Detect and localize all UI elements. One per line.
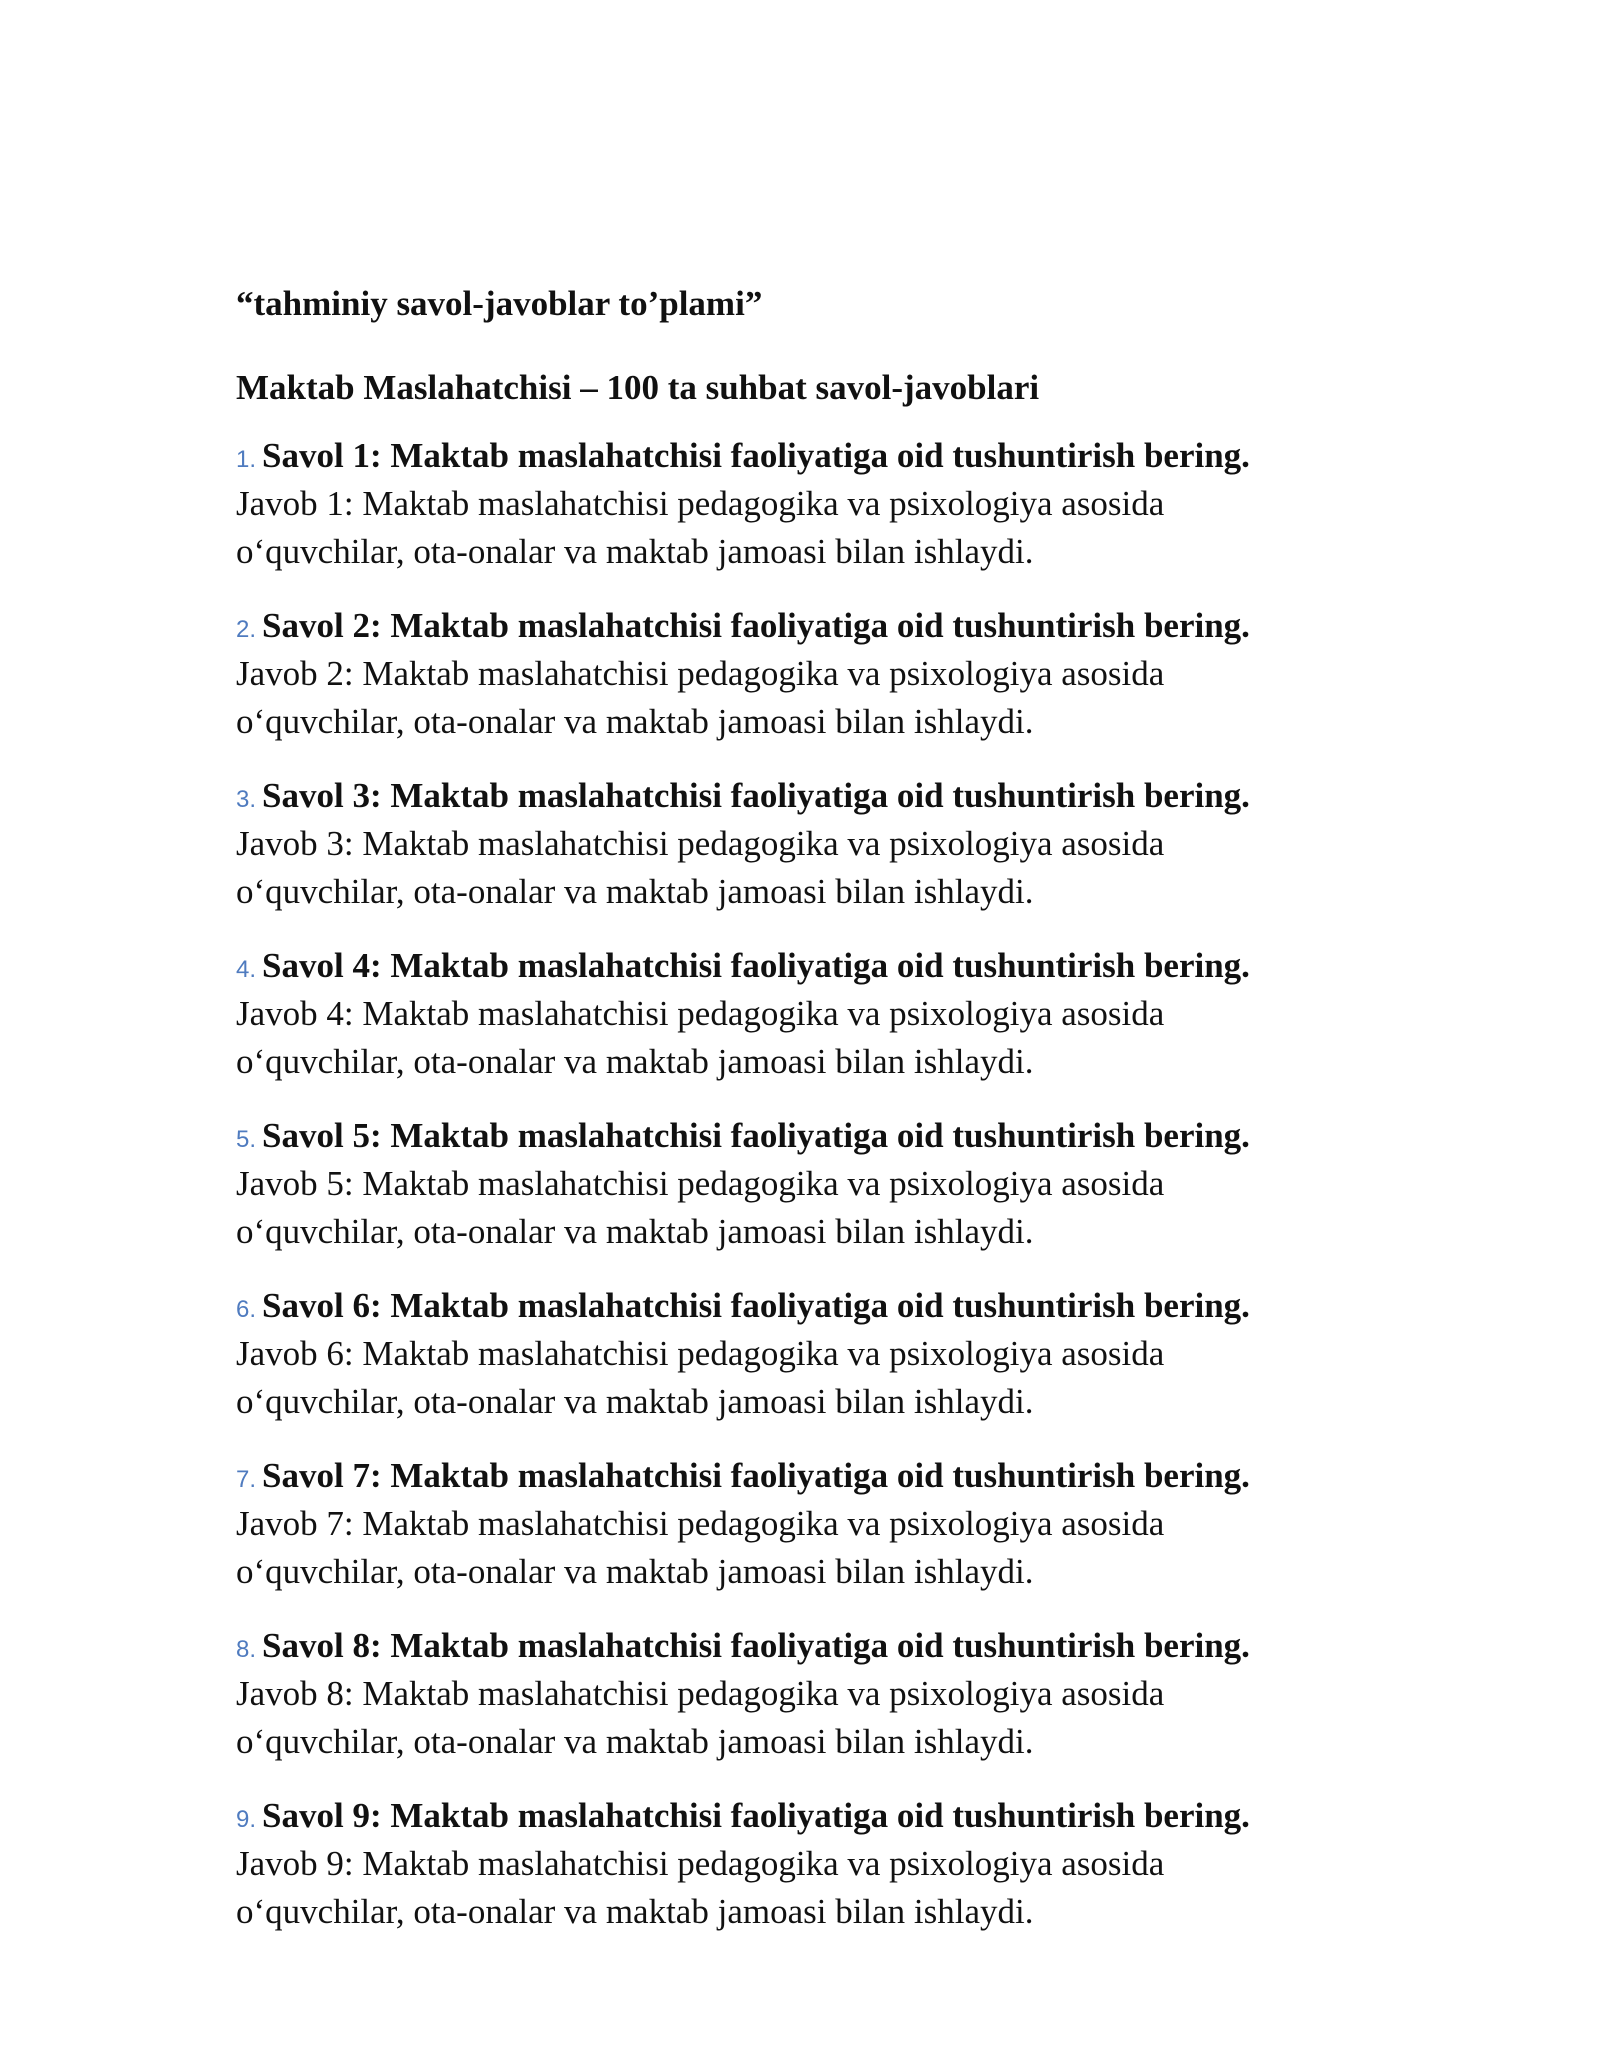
list-item [236, 1282, 1396, 1426]
list-number: 1. [236, 446, 257, 473]
question-text: Savol 2: Maktab maslahatchisi faoliyatiga oid tushuntirish bering. [262, 606, 1250, 645]
document-title: “tahminiy savol-javoblar to’plami” [236, 284, 763, 323]
answer-text: Javob 8: Maktab maslahatchisi pedagogika va psixologiya asosida o‘quvchilar, ota-onalar va maktab jamoasi bilan ishlaydi. [236, 1674, 1165, 1761]
list-number: 9. [236, 1806, 257, 1833]
list-item [236, 1452, 1396, 1596]
answer-text: Javob 6: Maktab maslahatchisi pedagogika va psixologiya asosida o‘quvchilar, ota-onalar va maktab jamoasi bilan ishlaydi. [236, 1334, 1165, 1421]
list-item [236, 1792, 1396, 1936]
list-number: 8. [236, 1636, 257, 1663]
question-line [236, 942, 1396, 990]
answer-text: Javob 4: Maktab maslahatchisi pedagogika va psixologiya asosida o‘quvchilar, ota-onalar va maktab jamoasi bilan ishlaydi. [236, 994, 1165, 1081]
list-item [236, 772, 1396, 916]
question-line [236, 1282, 1396, 1330]
list-number: 5. [236, 1126, 257, 1153]
list-number: 6. [236, 1296, 257, 1323]
answer-text: Javob 9: Maktab maslahatchisi pedagogika va psixologiya asosida o‘quvchilar, ota-onalar va maktab jamoasi bilan ishlaydi. [236, 1844, 1165, 1931]
answer-text: Javob 3: Maktab maslahatchisi pedagogika va psixologiya asosida o‘quvchilar, ota-onalar va maktab jamoasi bilan ishlaydi. [236, 824, 1165, 911]
list-number: 2. [236, 616, 257, 643]
question-text: Savol 1: Maktab maslahatchisi faoliyatiga oid tushuntirish bering. [262, 436, 1250, 475]
answer-text: Javob 1: Maktab maslahatchisi pedagogika va psixologiya asosida o‘quvchilar, ota-onalar va maktab jamoasi bilan ishlaydi. [236, 484, 1165, 571]
list-number: 3. [236, 786, 257, 813]
question-line [236, 1792, 1396, 1840]
list-item [236, 1112, 1396, 1256]
answer-text: Javob 2: Maktab maslahatchisi pedagogika va psixologiya asosida o‘quvchilar, ota-onalar va maktab jamoasi bilan ishlaydi. [236, 654, 1165, 741]
question-line [236, 432, 1396, 480]
answer-text: Javob 7: Maktab maslahatchisi pedagogika va psixologiya asosida o‘quvchilar, ota-onalar va maktab jamoasi bilan ishlaydi. [236, 1504, 1165, 1591]
question-line [236, 772, 1396, 820]
question-text: Savol 6: Maktab maslahatchisi faoliyatiga oid tushuntirish bering. [262, 1286, 1250, 1325]
list-item [236, 432, 1396, 576]
question-line [236, 1112, 1396, 1160]
question-line [236, 1622, 1396, 1670]
question-text: Savol 4: Maktab maslahatchisi faoliyatiga oid tushuntirish bering. [262, 946, 1250, 985]
question-text: Savol 5: Maktab maslahatchisi faoliyatiga oid tushuntirish bering. [262, 1116, 1250, 1155]
question-text: Savol 8: Maktab maslahatchisi faoliyatiga oid tushuntirish bering. [262, 1626, 1250, 1665]
qa-list [236, 432, 1396, 1936]
list-item [236, 1622, 1396, 1766]
question-line [236, 1452, 1396, 1500]
document-subtitle: Maktab Maslahatchisi – 100 ta suhbat savol-javoblari [236, 368, 1040, 407]
answer-text: Javob 5: Maktab maslahatchisi pedagogika va psixologiya asosida o‘quvchilar, ota-onalar va maktab jamoasi bilan ishlaydi. [236, 1164, 1165, 1251]
question-text: Savol 9: Maktab maslahatchisi faoliyatiga oid tushuntirish bering. [262, 1796, 1250, 1835]
question-text: Savol 3: Maktab maslahatchisi faoliyatiga oid tushuntirish bering. [262, 776, 1250, 815]
document-body [236, 276, 1396, 1962]
list-item [236, 942, 1396, 1086]
list-item [236, 602, 1396, 746]
list-number: 7. [236, 1466, 257, 1493]
question-line [236, 602, 1396, 650]
list-number: 4. [236, 956, 257, 983]
question-text: Savol 7: Maktab maslahatchisi faoliyatiga oid tushuntirish bering. [262, 1456, 1250, 1495]
